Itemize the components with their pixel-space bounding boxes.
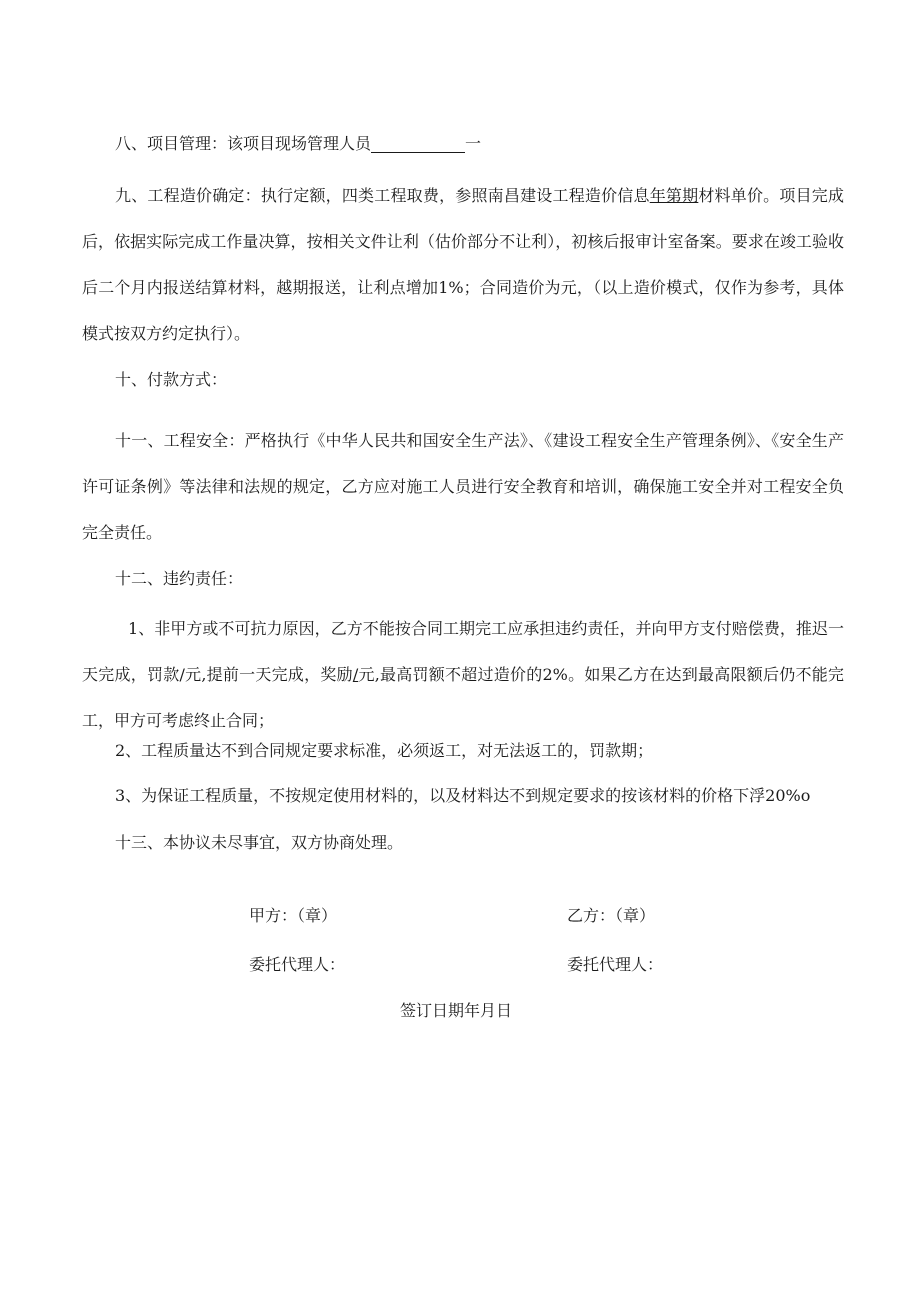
clause-9 xyxy=(82,173,844,357)
clause-12-item-3-text: 3、为保证工程质量，不按规定使用材料的，以及材料达不到规定要求的按该材料的价格下浮20%o xyxy=(115,786,811,805)
clause-13 xyxy=(82,820,844,866)
clause-12-item-3 xyxy=(82,773,844,819)
clause-10 xyxy=(82,357,844,403)
clause-8-suffix: 一 xyxy=(465,134,482,153)
signing-date: 签订日期年月日 xyxy=(400,1001,513,1020)
clause-9-period-underlined: 年第期 xyxy=(649,186,699,205)
clause-11-text: 十一、工程安全：严格执行《中华人民共和国安全生产法》、《建设工程安全生产管理条例》、《安全生产许可证条例》等法律和法规的规定，乙方应对施工人员进行安全教育和培训，确保施工安全并对工程安全负完全责任。 xyxy=(82,431,844,542)
clause-12-item-2 xyxy=(82,728,844,774)
clause-13-text: 十三、本协议未尽事宜，双方协商处理。 xyxy=(115,833,404,852)
party-b-agent: 委托代理人： xyxy=(567,955,664,974)
party-a-agent: 委托代理人： xyxy=(249,955,346,974)
clause-11 xyxy=(82,418,844,556)
party-b-seal: 乙方：（章） xyxy=(567,906,656,925)
clause-9-text-a: 九、工程造价确定：执行定额，四类工程取费，参照南昌建设工程造价信息 xyxy=(115,186,650,205)
clause-12-item-1-text-a: 1、非甲方或不可抗力原因，乙方不能按合同工期完工应承担违约责任，并向甲方支付赔偿费，推迟一天完成，罚款/元,提前一天完成，奖励 xyxy=(82,619,844,684)
clause-8-text: 八、项目管理：该项目现场管理人员 xyxy=(115,134,372,153)
clause-12-item-2-text: 2、工程质量达不到合同规定要求标准，必须返工，对无法返工的，罚款期； xyxy=(115,741,654,760)
clause-8 xyxy=(82,121,844,167)
party-a-seal: 甲方：（章） xyxy=(249,906,338,925)
clause-10-text: 十、付款方式： xyxy=(115,370,228,389)
clause-12-item-1 xyxy=(82,606,844,744)
clause-12-item-1-underlined: / xyxy=(352,665,359,684)
clause-12-item-1-text-b: 元,最高罚额不超过造价的2%。如果乙方在达到最高限额后仍不能完工，甲方可考虑终止合同； xyxy=(82,665,844,730)
clause-9-text-b: 材料单价。项目完成后，依据实际完成工作量决算，按相关文件让利（估价部分不让利），初核后报审计室备案。要求在竣工验收后二个月内报送结算材料，越期报送，让利点增加1%；合同造价为元，（以上造价模式，仅作为参考，具体模式按双方约定执行）。 xyxy=(82,186,844,343)
clause-12-text: 十二、违约责任： xyxy=(115,569,244,588)
clause-12 xyxy=(82,556,844,602)
manager-blank-line xyxy=(371,134,465,153)
